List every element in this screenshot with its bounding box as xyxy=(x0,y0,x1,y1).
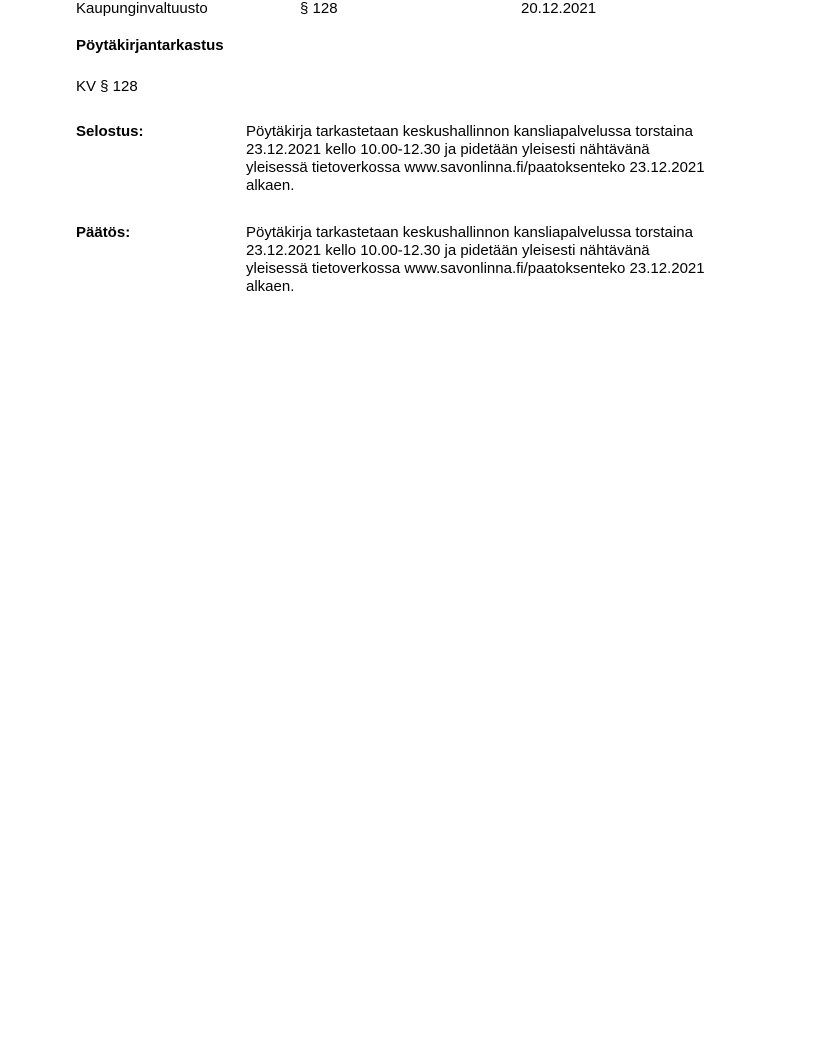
selostus-line: Pöytäkirja tarkastetaan keskushallinnon kansliapalvelussa torstaina xyxy=(246,123,693,140)
paatos-text xyxy=(246,224,746,296)
selostus-line: alkaen. xyxy=(246,177,295,194)
selostus-line: yleisessä tietoverkossa www.savonlinna.fi/paatoksenteko 23.12.2021 xyxy=(246,159,705,176)
selostus-label: Selostus: xyxy=(76,123,144,140)
paatos-line: yleisessä tietoverkossa www.savonlinna.fi/paatoksenteko 23.12.2021 xyxy=(246,260,705,277)
header-body-name: Kaupunginvaltuusto xyxy=(76,0,208,17)
paatos-line: Pöytäkirja tarkastetaan keskushallinnon kansliapalvelussa torstaina xyxy=(246,224,693,241)
document-header xyxy=(0,0,816,18)
section-reference: KV § 128 xyxy=(76,78,138,95)
paatos-line: alkaen. xyxy=(246,278,295,295)
header-section-number: § 128 xyxy=(300,0,338,17)
selostus-text xyxy=(246,123,746,195)
paatos-line: 23.12.2021 kello 10.00-12.30 ja pidetään yleisesti nähtävänä xyxy=(246,242,650,259)
page-title: Pöytäkirjantarkastus xyxy=(76,37,224,54)
header-meeting-date: 20.12.2021 xyxy=(521,0,597,17)
paatos-label: Päätös: xyxy=(76,224,131,241)
selostus-line: 23.12.2021 kello 10.00-12.30 ja pidetään yleisesti nähtävänä xyxy=(246,141,650,158)
